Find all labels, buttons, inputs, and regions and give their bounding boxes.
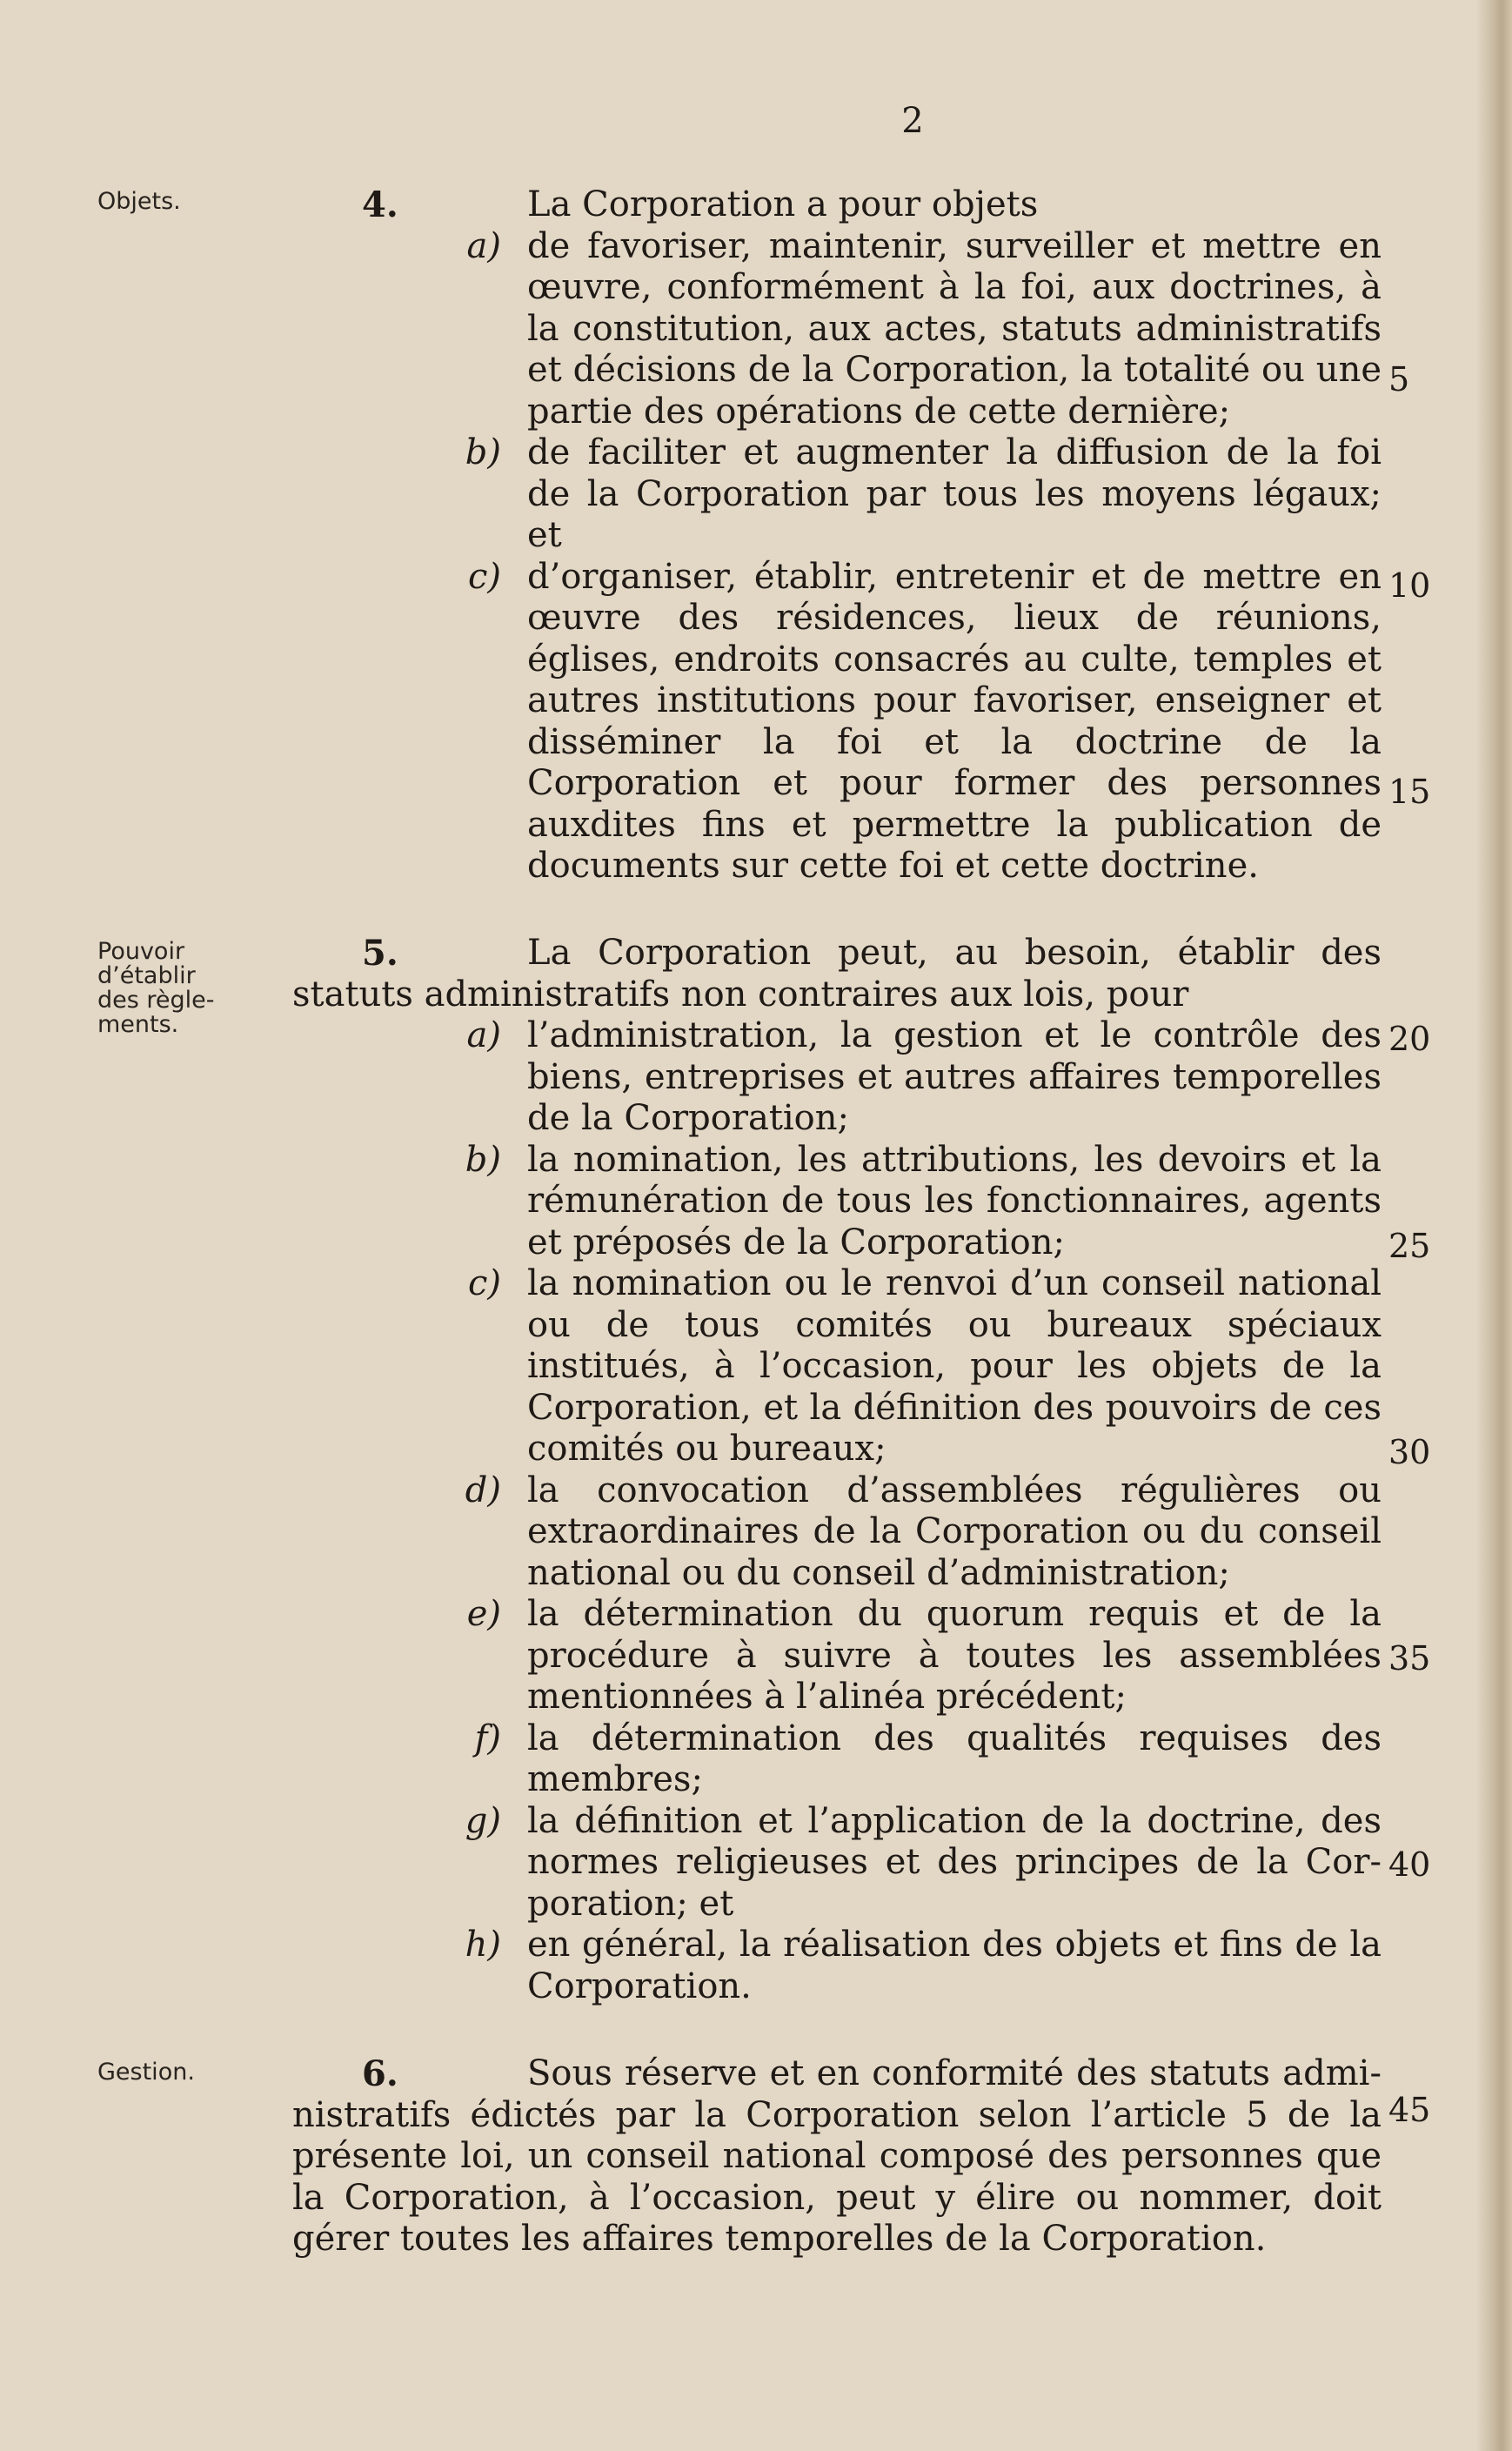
item-text: de favoriser, maintenir, surveiller et mettre en œuvre, conformément à la foi, aux doctrines, à la constitution, aux actes, statuts administratifs et décisions de la Corporation, la totalité ou une partie des opérations de cette dernière;	[527, 225, 1382, 432]
item-letter: b)	[465, 432, 501, 472]
line-number: 45	[1388, 2091, 1431, 2129]
list-item	[292, 1140, 1382, 1264]
list-item	[292, 226, 1382, 433]
item-text: la convocation d’assemblées régulières ou extraordinaires de la Corporation ou du conseil national ou du conseil d’administration;	[527, 1470, 1382, 1593]
line-number: 20	[1388, 1020, 1431, 1058]
margin-note-gestion: Gestion.	[97, 2059, 195, 2086]
item-text: en général, la réalisation des objets et fins de la Corporation.	[527, 1925, 1382, 2006]
list-item	[292, 1718, 1382, 1801]
item-letter: c)	[467, 1263, 501, 1303]
item-letter: a)	[466, 225, 501, 266]
line-number: 10	[1388, 566, 1431, 605]
item-text: de faciliter et augmenter la diffusion de la foi de la Corporation par tous les moyens légaux; et	[527, 432, 1382, 555]
page-number: 2	[901, 101, 924, 141]
list-item	[292, 1925, 1382, 2007]
list-item	[292, 1594, 1382, 1718]
item-text: la détermination du quorum requis et de la procédure à suivre à toutes les assemblées mentionnées à l’alinéa précédent;	[527, 1594, 1382, 1717]
line-number: 5	[1388, 360, 1410, 398]
item-text: la nomination ou le renvoi d’un conseil national ou de tous comités ou bureaux spéciaux institués, à l’occasion, pour les objets de la Corporation, et la définition des pouvoirs de ces comités ou bureaux;	[527, 1263, 1382, 1469]
list-item	[292, 1801, 1382, 1925]
item-text: d’organiser, établir, entretenir et de mettre en œuvre des résidences, lieux de réunions, églises, endroits consacrés au culte, temples et autres institutions pour favoriser, enseigner et disséminer la foi et la doctrine de la Corporation et pour former des personnes auxdites fins et permettre la publication de documents sur cette foi et cette doctrine.	[527, 556, 1382, 886]
item-letter: e)	[466, 1594, 501, 1634]
item-letter: h)	[465, 1925, 501, 1965]
list-item	[292, 1470, 1382, 1595]
item-letter: c)	[467, 556, 501, 597]
item-letter: a)	[466, 1015, 501, 1055]
item-letter: g)	[465, 1800, 501, 1841]
item-letter: d)	[465, 1470, 501, 1510]
item-letter: b)	[465, 1139, 501, 1180]
line-number: 30	[1388, 1433, 1431, 1471]
section-number: 5.	[362, 933, 398, 974]
line-number: 15	[1388, 773, 1431, 811]
section-intro: La Corporation a pour objets	[527, 184, 1039, 224]
list-item	[292, 557, 1382, 887]
list-item	[292, 1015, 1382, 1140]
item-text: la définition et l’application de la doctrine, des normes religieuses et des principes de la Corporation; et	[527, 1800, 1382, 1924]
item-text: l’administration, la gestion et le contrôle des biens, entreprises et autres affaires temporelles de la Corporation;	[527, 1015, 1382, 1138]
item-letter: f)	[474, 1718, 501, 1758]
item-text: la détermination des qualités requises des membres;	[527, 1718, 1382, 1799]
line-number: 40	[1388, 1845, 1431, 1884]
section-intro: La Corporation peut, au besoin, établir des statuts administratifs non contraires aux lois, pour	[292, 933, 1382, 1015]
page-edge	[1477, 0, 1512, 2451]
section-6	[292, 2053, 1382, 2260]
section-4	[292, 184, 1382, 887]
section-number: 4.	[362, 184, 398, 225]
margin-note-pouvoir: Pouvoir d’établir des règle- ments.	[97, 938, 215, 1038]
section-number: 6.	[362, 2053, 398, 2094]
line-number: 35	[1388, 1639, 1431, 1678]
list-item	[292, 1263, 1382, 1470]
section-text: Sous réserve et en conformité des statuts administratifs édictés par la Corporation selon l’article 5 de la présente loi, un conseil national composé des personnes que la Corporation, à l’occasion, peut y élire ou nommer, doit gérer toutes les affaires temporelles de la Corporation.	[292, 2053, 1382, 2259]
section-5	[292, 933, 1382, 2007]
item-text: la nomination, les attributions, les devoirs et la rémunération de tous les fonctionnaires, agents et préposés de la Corporation;	[527, 1139, 1382, 1262]
margin-note-objets: Objets.	[97, 188, 181, 215]
line-number: 25	[1388, 1227, 1431, 1265]
list-item	[292, 432, 1382, 557]
